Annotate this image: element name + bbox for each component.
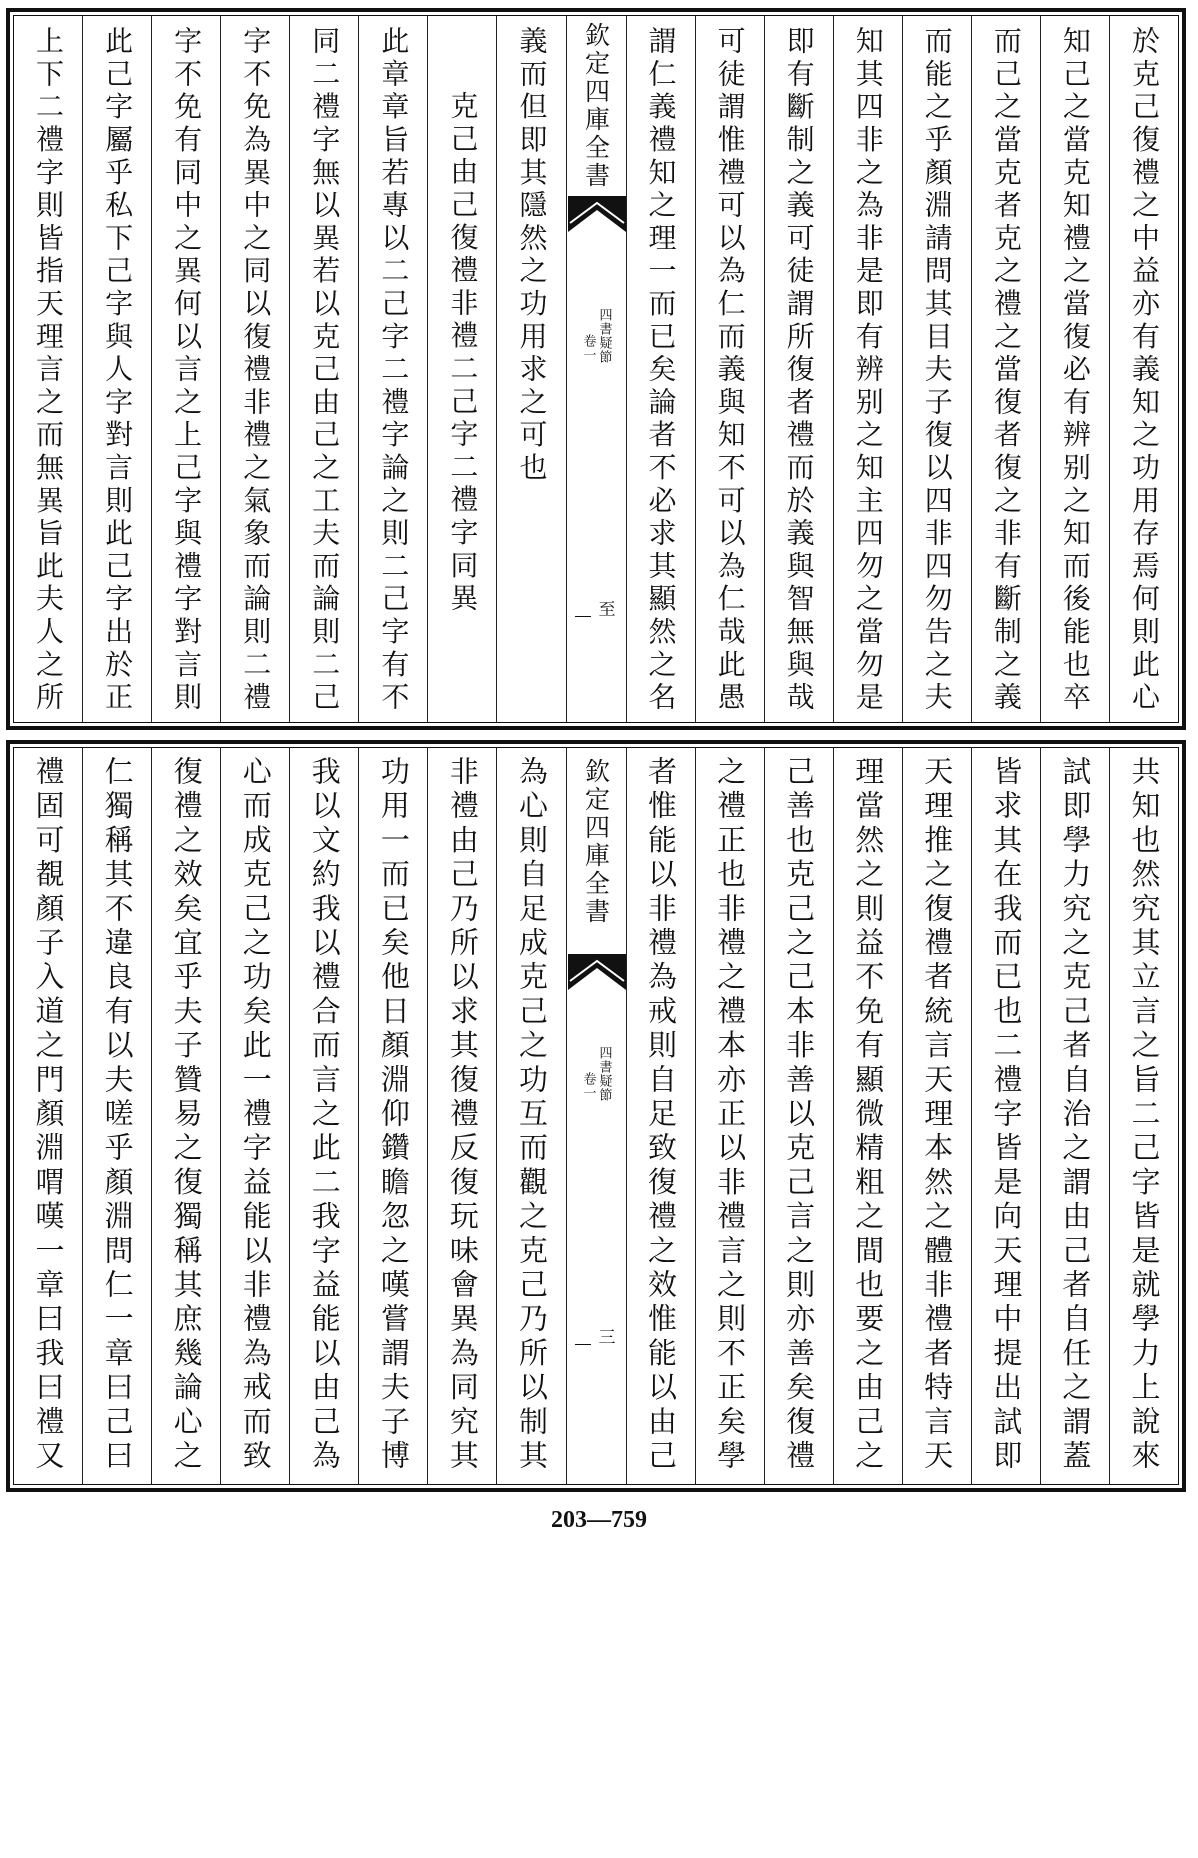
column-text: 我以文約我以禮合而言之此二我字益能以由己為 [307, 756, 342, 1475]
text-column [764, 748, 833, 1484]
text-column [626, 748, 695, 1484]
column-text: 謂仁義禮知之理一而已矣論者不必求其顯然之名 [644, 26, 678, 715]
collection-title-text: 欽定四庫全書 [581, 22, 611, 190]
text-column [833, 16, 902, 722]
column-text: 復禮之效矣宜乎夫子贊易之復獨稱其庶幾論心之 [169, 756, 204, 1475]
collection-title [567, 22, 626, 190]
text-column [496, 16, 565, 722]
column-text: 此己字屬乎私下己字與人字對言則此己字出於正 [101, 26, 135, 715]
text-column [358, 748, 427, 1484]
column-text: 知己之當克知禮之當復必有辨别之知而後能也卒 [1058, 26, 1092, 715]
column-text: 上下二禮字則皆指天理言之而無異旨此夫人之所 [32, 26, 66, 715]
text-column [14, 748, 82, 1484]
column-text: 理當然之則益不免有顯微精粗之間也要之由己之 [851, 756, 886, 1475]
column-text: 字不免為異中之同以復禮非禮之氣象而論則二禮 [239, 26, 273, 715]
collection-title-text: 欽定四庫全書 [581, 758, 611, 926]
text-column [626, 16, 695, 722]
leaf-number: 至 [598, 600, 616, 620]
text-column [358, 16, 427, 722]
text-column [764, 16, 833, 722]
center-banner-column [566, 748, 626, 1484]
text-column [1109, 748, 1178, 1484]
column-text: 功用一而已矣他日顏淵仰鑽瞻忽之嘆嘗謂夫子博 [376, 756, 411, 1475]
text-column [1040, 748, 1109, 1484]
column-text: 共知也然究其立言之旨二己字皆是就學力上說來 [1127, 756, 1162, 1475]
book-title: 四書疑節 [596, 308, 612, 364]
page-number-footer: 203—759 [551, 1507, 647, 1533]
column-text: 己善也克己之己本非善以克己言之則亦善矣復禮 [782, 756, 817, 1475]
upper-leaf-columns [13, 15, 1179, 723]
book-info [567, 308, 626, 364]
column-text: 仁獨稱其不違良有以夫嗟乎顏淵問仁一章曰己曰 [100, 756, 135, 1475]
lower-leaf [6, 740, 1186, 1492]
column-text: 試即學力究之克己者自治之謂由己者自任之謂蓋 [1058, 756, 1093, 1475]
column-text: 為心則自足成克己之功互而觀之克己乃所以制其 [514, 756, 549, 1475]
book-info [567, 1046, 626, 1102]
column-text: 於克己復禮之中益亦有義知之功用存焉何則此心 [1127, 26, 1161, 715]
text-column [496, 748, 565, 1484]
text-column [902, 16, 971, 722]
column-text: 天理推之復禮者統言天理本然之體非禮者特言天 [920, 756, 955, 1475]
column-text: 知其四非之為非是即有辨别之知主四勿之當勿是 [851, 26, 885, 715]
text-column [82, 16, 151, 722]
volume-number: 卷一 [580, 334, 596, 362]
column-text: 者惟能以非禮為戒則自足致復禮之效惟能以由己 [644, 756, 679, 1475]
leaf-number-rule [575, 616, 591, 617]
column-text: 義而但即其隱然之功用求之可也 [515, 26, 549, 486]
column-text: 皆求其在我而已也二禮字皆是向天理中提出試即 [989, 756, 1024, 1475]
leaf-number-rule [575, 1344, 591, 1345]
center-banner-column [566, 16, 626, 722]
leaf-number: 三 [598, 1328, 616, 1348]
column-text: 心而成克己之功矣此一禮字益能以非禮為戒而致 [238, 756, 273, 1475]
text-column [289, 16, 358, 722]
text-column [695, 748, 764, 1484]
lower-leaf-columns [13, 747, 1179, 1485]
column-text: 同二禮字無以異若以克己由己之工夫而論則二己 [308, 26, 342, 715]
volume-number: 卷一 [580, 1072, 596, 1100]
text-column [220, 748, 289, 1484]
column-text: 非禮由己乃所以求其復禮反復玩味會異為同究其 [445, 756, 480, 1475]
text-column [833, 748, 902, 1484]
section-heading-column [427, 16, 496, 722]
column-text: 字不免有同中之異何以言之上己字與禮字對言則 [170, 26, 204, 715]
text-column [695, 16, 764, 722]
text-column [82, 748, 151, 1484]
column-text: 禮固可覩顏子入道之門顏淵喟嘆一章曰我曰禮又 [31, 756, 66, 1475]
text-column [971, 16, 1040, 722]
text-column [902, 748, 971, 1484]
column-text: 此章章旨若專以二己字二禮字論之則二己字有不 [377, 26, 411, 715]
text-column [151, 748, 220, 1484]
book-title: 四書疑節 [596, 1046, 612, 1102]
column-text: 而己之當克者克之禮之當復者復之非有斷制之義 [989, 26, 1023, 715]
text-column [971, 748, 1040, 1484]
fish-tail-mark-icon [568, 954, 626, 994]
text-column [220, 16, 289, 722]
column-text: 可徒謂惟禮可以為仁而義與知不可以為仁哉此愚 [713, 26, 747, 715]
text-column [289, 748, 358, 1484]
text-column [1040, 16, 1109, 722]
text-column [151, 16, 220, 722]
column-text: 之禮正也非禮之禮本亦正以非禮言之則不正矣學 [713, 756, 748, 1475]
text-column [14, 16, 82, 722]
collection-title [567, 758, 626, 926]
upper-leaf [6, 8, 1186, 730]
section-heading: 克己由己復禮非禮二己字二禮字同異 [446, 91, 480, 616]
column-text: 即有斷制之義可徒謂所復者禮而於義與智無與哉 [782, 26, 816, 715]
fish-tail-mark-icon [568, 196, 626, 236]
text-column [1109, 16, 1178, 722]
text-column [427, 748, 496, 1484]
column-text: 而能之乎顏淵請問其目夫子復以四非四勿告之夫 [920, 26, 954, 715]
